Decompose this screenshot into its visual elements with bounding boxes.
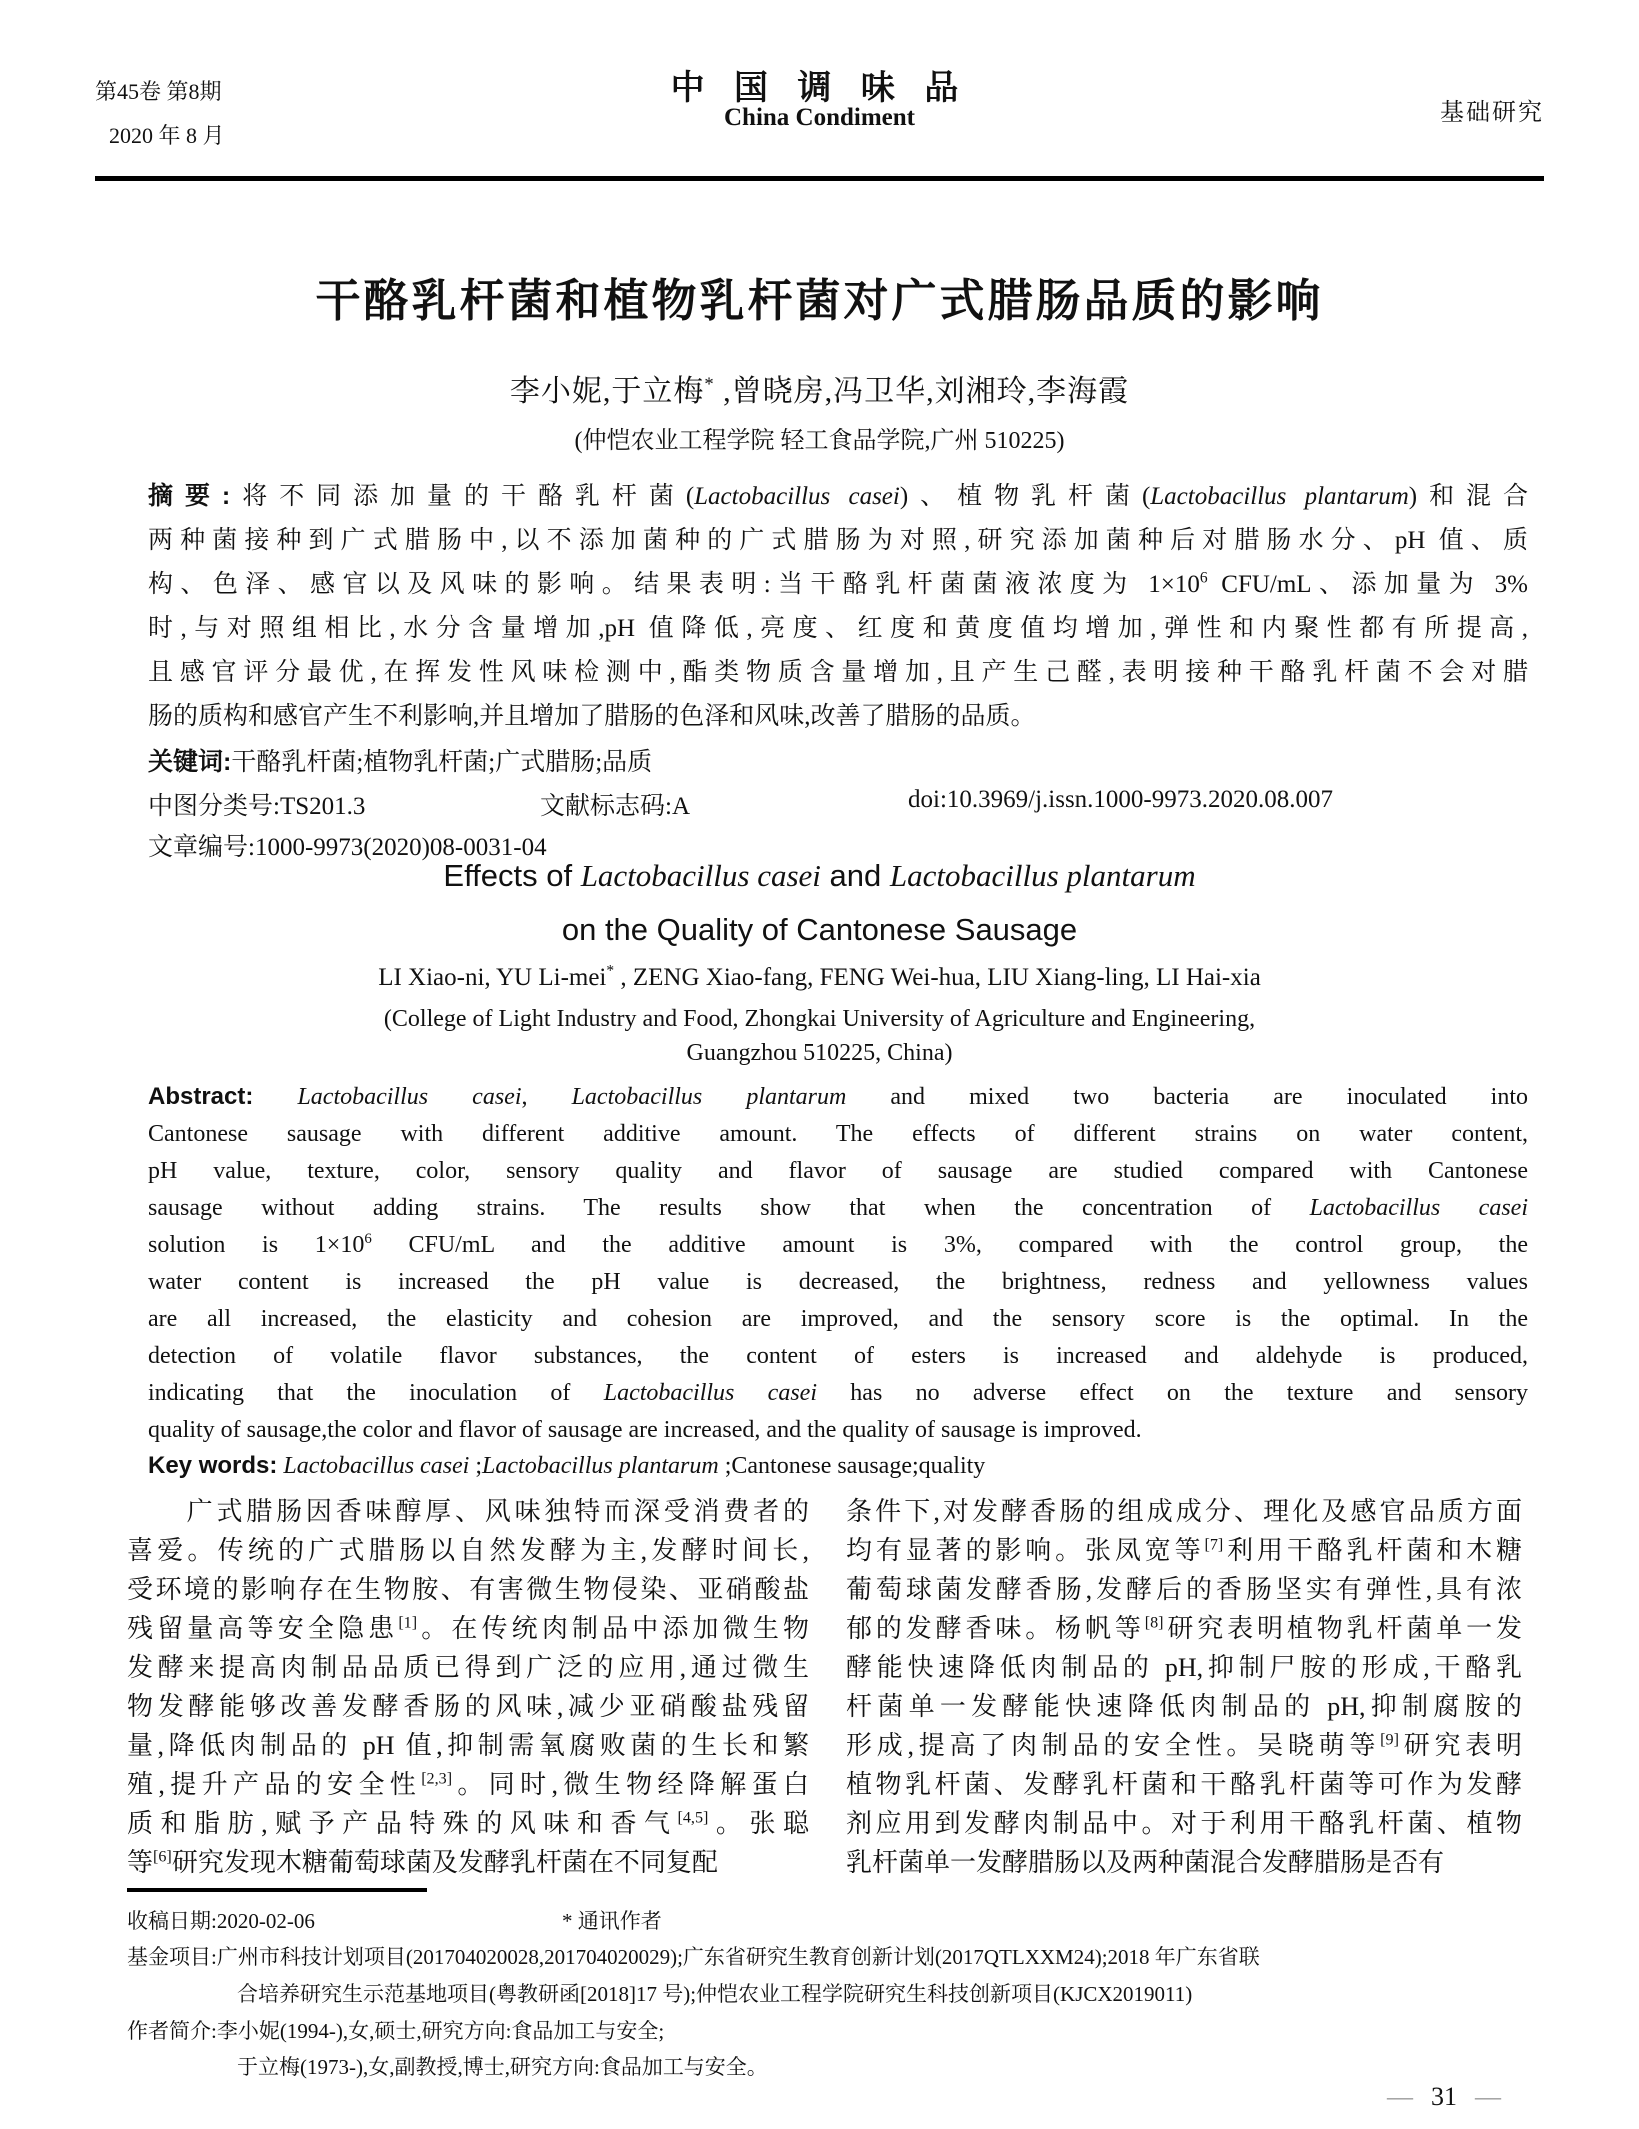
- text-line: 时,与对照组相比,水分含量增加,pH 值降低,亮度、红度和黄度值均增加,弹性和内聚性都有所提高,: [148, 615, 1528, 642]
- text-line: solution is $1\times 10^6$ CFU/mL and the additive amount is 3%, compared with the control group, the: [148, 1231, 1529, 1258]
- corresponding-author-note: * 通讯作者: [562, 1909, 662, 1933]
- text-line: quality of sausage,the color and flavor of sausage are increased, and the quality of sausage is improved.: [148, 1417, 1142, 1443]
- footnote-received: [127, 1906, 1547, 1936]
- section-label: 基础研究: [1440, 100, 1544, 126]
- text-line: 殖,提升产品的安全性[2,3]。同时,微生物经降解蛋白: [127, 1770, 809, 1799]
- text-line: 条件下,对发酵香肠的组成成分、理化及感官品质方面: [846, 1497, 1522, 1526]
- text-line: 物发酵能够改善发酵香肠的风味,减少亚硝酸盐残留: [127, 1692, 809, 1721]
- article-title-cn: 干酪乳杆菌和植物乳杆菌对广式腊肠品质的影响: [315, 275, 1324, 326]
- text-line: 且感官评分最优,在挥发性风味检测中,酯类物质含量增加,且产生己醛,表明接种干酪乳杆菌不会对腊: [148, 659, 1528, 686]
- text-line: 残留量高等安全隐患[1]。在传统肉制品中添加微生物: [127, 1614, 809, 1643]
- text-line: pH value, texture, color, sensory quality and flavor of sausage are studied compared with Cantonese: [148, 1158, 1528, 1184]
- text-line: 等[6]研究发现木糖葡萄球菌及发酵乳杆菌在不同复配: [127, 1848, 718, 1877]
- keywords-en: Key words: Lactobacillus casei ;Lactobacillus plantarum ;Cantonese sausage;quality: [148, 1452, 986, 1479]
- article-title-en-line2: on the Quality of Cantonese Sausage: [561, 912, 1078, 947]
- journal-title-en: China Condiment: [723, 104, 915, 131]
- text-line: 两种菌接种到广式腊肠中,以不添加菌种的广式腊肠为对照,研究添加菌种后对腊肠水分、pH 值、质: [148, 527, 1528, 554]
- text-line: 杆菌单一发酵能快速降低肉制品的 pH,抑制腐胺的: [846, 1692, 1522, 1721]
- footnote-bio-line2: 于立梅(1973-),女,副教授,博士,研究方向:食品加工与安全。: [237, 2055, 768, 2079]
- text-line: sausage without adding strains. The results show that when the concentration of Lactobacillus casei: [148, 1195, 1528, 1221]
- affiliation-cn: (仲恺农业工程学院 轻工食品学院,广州 510225): [574, 428, 1065, 454]
- text-line: 构、色泽、感官以及风味的影响。结果表明:当干酪乳杆菌菌液浓度为 $1\times 10^6$ CFU/mL、添加量为 3%: [148, 569, 1528, 598]
- classification-row: [148, 786, 1528, 826]
- body-column-right: [846, 1492, 1522, 1882]
- footnote-rule: [127, 1888, 427, 1892]
- affiliation-en-line2: Guangzhou 510225, China): [686, 1040, 953, 1066]
- abstract-cn: [148, 474, 1528, 739]
- text-line: indicating that the inoculation of Lactobacillus casei has no adverse effect on the texture and sensory: [148, 1380, 1529, 1406]
- text-line: 质和脂肪,赋予产品特殊的风味和香气[4,5]。张聪: [127, 1809, 809, 1838]
- journal-title-cn: 中 国 调 味 品: [670, 69, 969, 107]
- text-line: 酵能快速降低肉制品的 pH,抑制尸胺的形成,干酪乳: [846, 1653, 1522, 1682]
- body-column-left: [127, 1492, 809, 1882]
- text-line: are all increased, the elasticity and cohesion are improved, and the sensory score is the optimal. In the: [148, 1306, 1528, 1332]
- text-line: 量,降低肉制品的 pH 值,抑制需氧腐败菌的生长和繁: [127, 1731, 809, 1760]
- text-line: detection of volatile flavor substances, the content of esters is increased and aldehyde is produced,: [148, 1343, 1528, 1369]
- text-line: 剂应用到发酵肉制品中。对于利用干酪乳杆菌、植物: [846, 1809, 1522, 1838]
- issue-date: 2020 年 8 月: [109, 123, 225, 148]
- footnote-fund-line2: 合培养研究生示范基地项目(粤教研函[2018]17 号);仲恺农业工程学院研究生科技创新项目(KJCX2019011): [237, 1982, 1193, 2006]
- page-number: [1369, 2082, 1519, 2112]
- text-line: 喜爱。传统的广式腊肠以自然发酵为主,发酵时间长,: [127, 1536, 809, 1565]
- clc-number: 中图分类号:TS201.3: [148, 793, 366, 820]
- document-code: 文献标志码:A: [540, 793, 691, 820]
- text-line: 郁的发酵香味。杨帆等[8]研究表明植物乳杆菌单一发: [846, 1614, 1522, 1643]
- authors-cn: 李小妮,于立梅* ,曾晓房,冯卫华,刘湘玲,李海霞: [509, 374, 1130, 408]
- affiliation-en-line1: (College of Light Industry and Food, Zhongkai University of Agriculture and Engineering,: [383, 1006, 1256, 1032]
- page-number-dash-left: —: [1387, 2082, 1413, 2111]
- keywords-cn: 关键词:干酪乳杆菌;植物乳杆菌;广式腊肠;品质: [148, 748, 653, 776]
- article-title-en-line1: Effects of Lactobacillus casei and Lactobacillus plantarum: [443, 858, 1196, 893]
- text-line: 均有显著的影响。张凤宽等[7]利用干酪乳杆菌和木糖: [846, 1536, 1522, 1565]
- article-id: 文章编号:1000-9973(2020)08-0031-04: [148, 834, 547, 861]
- page-number-dash-right: —: [1475, 2082, 1501, 2111]
- text-line: water content is increased the pH value is decreased, the brightness, redness and yellowness values: [148, 1269, 1528, 1295]
- text-line: Cantonese sausage with different additive amount. The effects of different strains on water content,: [148, 1121, 1528, 1147]
- text-line: 乳杆菌单一发酵腊肠以及两种菌混合发酵腊肠是否有: [846, 1848, 1445, 1877]
- authors-en: LI Xiao-ni, YU Li-mei* , ZENG Xiao-fang, FENG Wei-hua, LIU Xiang-ling, LI Hai-xia: [378, 962, 1261, 991]
- volume-issue: 第45卷 第8期: [95, 79, 222, 104]
- header-rule: [95, 176, 1544, 181]
- text-line: 葡萄球菌发酵香肠,发酵后的香肠坚实有弹性,具有浓: [846, 1575, 1522, 1604]
- text-line: 广式腊肠因香味醇厚、风味独特而深受消费者的: [127, 1497, 809, 1526]
- text-line: 发酵来提高肉制品品质已得到广泛的应用,通过微生: [127, 1653, 809, 1682]
- page-number-value: 31: [1431, 2082, 1457, 2111]
- text-line: 肠的质构和感官产生不利影响,并且增加了腊肠的色泽和风味,改善了腊肠的品质。: [148, 703, 1036, 730]
- doi: doi:10.3969/j.issn.1000-9973.2020.08.007: [908, 786, 1334, 813]
- abstract-en: [148, 1078, 1528, 1449]
- text-line: 受环境的影响存在生物胺、有害微生物侵染、亚硝酸盐: [127, 1575, 809, 1604]
- text-line: 植物乳杆菌、发酵乳杆菌和干酪乳杆菌等可作为发酵: [846, 1770, 1522, 1799]
- text-line: Abstract: Lactobacillus casei, Lactobacillus plantarum and mixed two bacteria are inoculated into: [148, 1083, 1529, 1110]
- received-date: 收稿日期:2020-02-06: [127, 1909, 315, 1933]
- text-line: 摘要:将不同添加量的干酪乳杆菌(Lactobacillus casei)、植物乳杆菌(Lactobacillus plantarum)和混合: [148, 482, 1529, 510]
- text-line: 形成,提高了肉制品的安全性。吴晓萌等[9]研究表明: [846, 1731, 1522, 1760]
- footnote-fund-line1: 基金项目:广州市科技计划项目(201704020028,201704020029);广东省研究生教育创新计划(2017QTLXXM24);2018 年广东省联: [127, 1945, 1260, 1969]
- footnote-bio-line1: 作者简介:李小妮(1994-),女,硕士,研究方向:食品加工与安全;: [127, 2019, 665, 2043]
